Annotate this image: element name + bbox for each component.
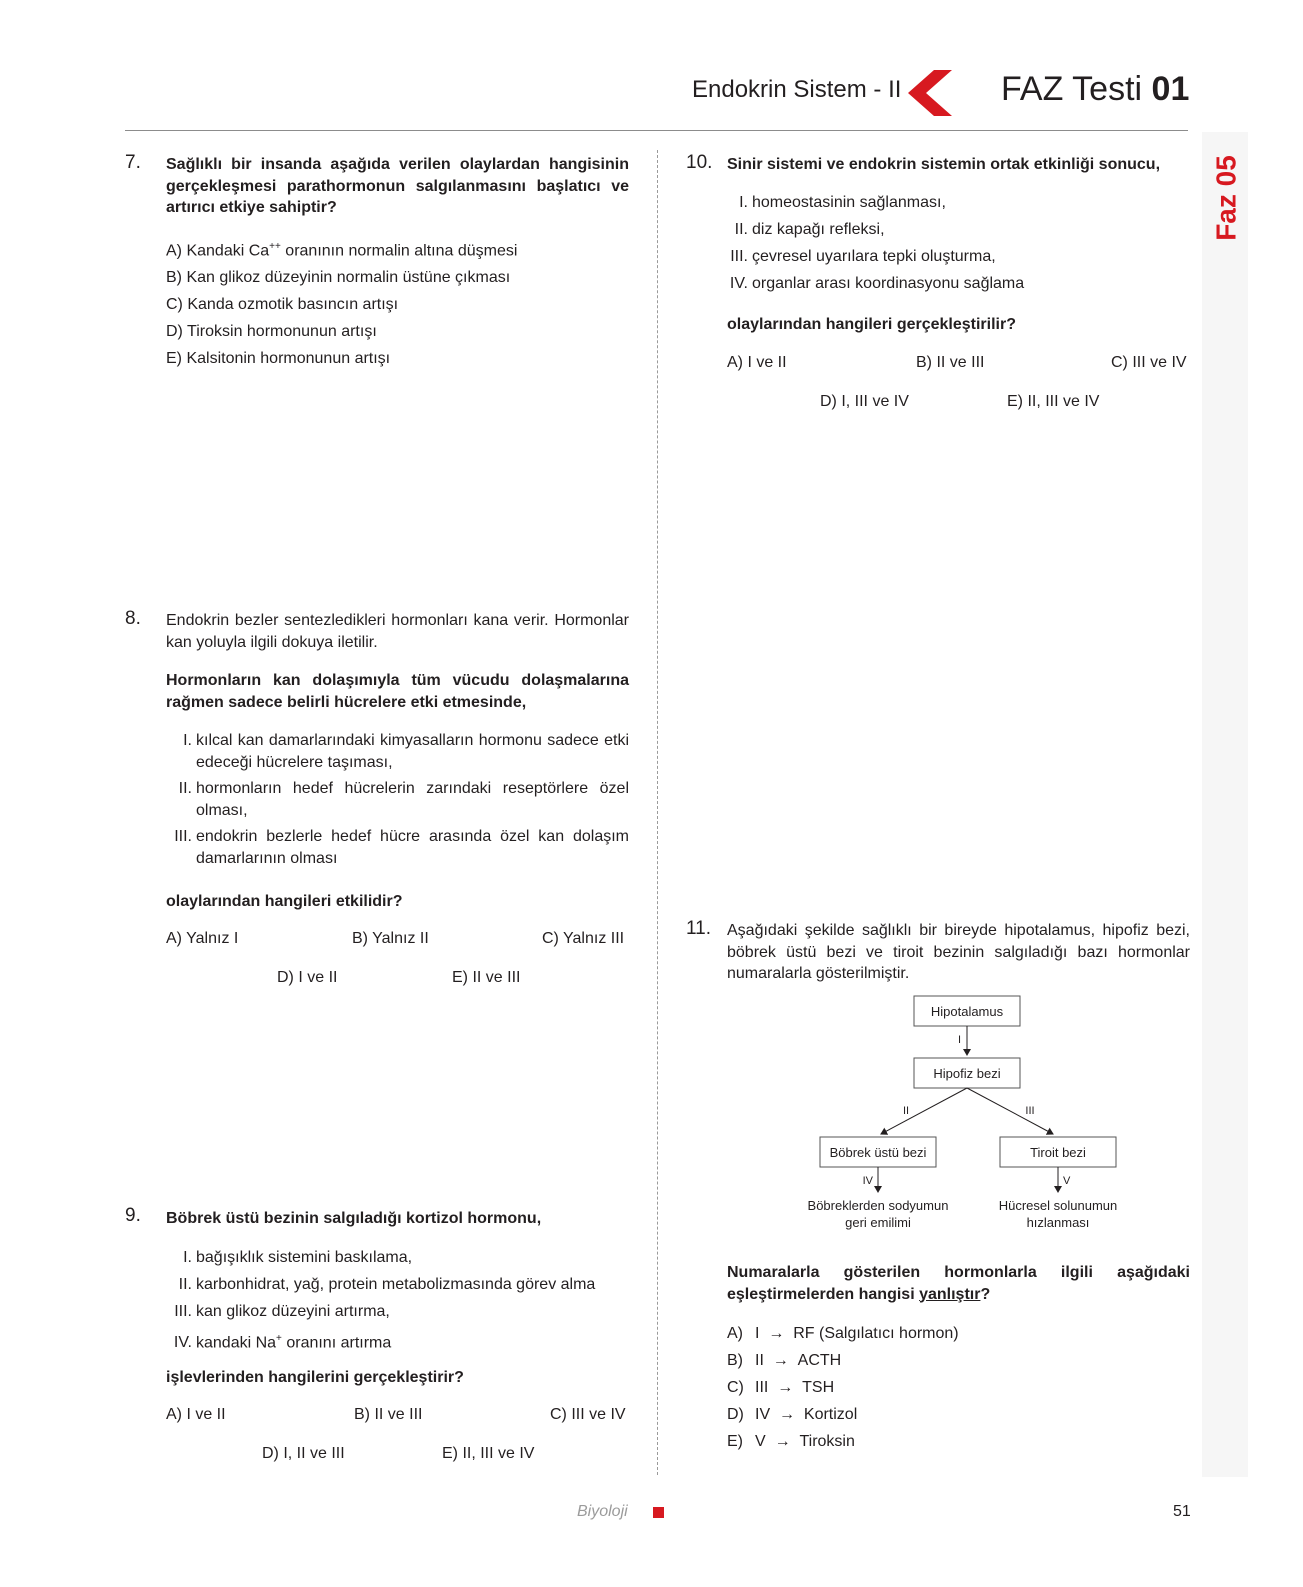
q9-option-d[interactable]: D) I, II ve III	[262, 1445, 345, 1462]
item-text: kan glikoz düzeyini artırma,	[196, 1303, 390, 1320]
hormone-diagram	[790, 992, 1130, 1242]
item-text: bağışıklık sistemini baskılama,	[196, 1249, 413, 1266]
roman-numeral: II.	[178, 1276, 192, 1293]
q8-item-1	[166, 730, 629, 773]
option-text: ACTH	[797, 1352, 842, 1369]
q7-option-d[interactable]	[166, 318, 636, 345]
q10-option-c[interactable]: C) III ve IV	[1111, 354, 1187, 371]
q8-question: olaylarından hangileri etkilidir?	[166, 893, 403, 910]
q7-option-e[interactable]	[166, 345, 636, 372]
option-text: Kanda ozmotik basıncın artışı	[187, 296, 399, 314]
item-text-rest: oranını artırma	[281, 1334, 392, 1352]
arrow-right-icon: →	[779, 1406, 796, 1423]
option-text: Kan glikoz düzeyinin normalin üstüne çıkması	[186, 269, 511, 287]
roman-numeral: III.	[174, 828, 192, 845]
roman-numeral: II.	[734, 221, 748, 238]
arrow-right-icon: →	[777, 1379, 794, 1396]
q8-option-b[interactable]: B) Yalnız II	[352, 930, 429, 947]
q7-option-a[interactable]	[166, 233, 636, 264]
option-letter: D)	[727, 1406, 744, 1423]
q10-option-e[interactable]: E) II, III ve IV	[1007, 393, 1100, 410]
item-superscript: +	[276, 1333, 282, 1344]
item-text: homeostasinin sağlanması,	[752, 194, 946, 211]
q11-question	[727, 1262, 1190, 1305]
effect-v-line2: hızlanması	[1026, 1215, 1090, 1230]
q8-option-c[interactable]: C) Yalnız III	[542, 930, 625, 947]
effect-v-line1: Hücresel solunumun	[998, 1198, 1118, 1213]
q10-option-b[interactable]: B) II ve III	[916, 354, 985, 371]
option-numeral: I	[755, 1325, 760, 1342]
option-letter: B)	[166, 269, 182, 287]
option-letter: C)	[727, 1379, 744, 1396]
item-text: organlar arası koordinasyonu sağlama	[752, 275, 1025, 292]
arrow-right-icon: →	[772, 1352, 789, 1369]
option-numeral: III	[755, 1379, 769, 1396]
option-superscript: ++	[269, 241, 281, 252]
option-text: RF (Salgılatıcı hormon)	[793, 1325, 959, 1342]
test-number: 01	[1151, 70, 1190, 108]
item-text: diz kapağı refleksi,	[752, 221, 885, 238]
option-text-rest: oranının normalin altına düşmesi	[280, 242, 518, 260]
header-divider	[125, 130, 1188, 131]
option-letter: D)	[166, 323, 183, 341]
option-letter: C)	[166, 296, 183, 314]
option-text: Kortizol	[803, 1406, 858, 1423]
q8-item-2	[166, 778, 629, 821]
q7-stem: Sağlıklı bir insanda aşağıda verilen olaylardan hangisinin gerçekleşmesi parathormonun salgılanmasını başlatıcı ve artırıcı etkiye sahiptir?	[166, 156, 629, 216]
effect-iv-line1: Böbreklerden sodyumun	[807, 1198, 949, 1213]
item-text: kandaki Na	[196, 1334, 277, 1352]
option-text: Kandaki Ca	[186, 242, 270, 260]
option-text: TSH	[802, 1379, 835, 1396]
q9-option-b[interactable]: B) II ve III	[354, 1406, 423, 1423]
q10-option-a[interactable]: A) I ve II	[727, 354, 787, 371]
topic-title: Endokrin Sistem - II	[692, 76, 902, 103]
q11-option-b[interactable]	[727, 1347, 1127, 1374]
q10-question: olaylarından hangileri gerçekleştirilir?	[727, 316, 1016, 333]
q9-item-1	[166, 1244, 636, 1271]
roman-numeral: I.	[183, 732, 192, 749]
label-ii: II	[902, 1105, 910, 1117]
roman-numeral: II.	[178, 780, 192, 797]
q8-option-a[interactable]: A) Yalnız I	[166, 930, 239, 947]
adrenal-label: Böbrek üstü bezi	[829, 1145, 927, 1160]
roman-numeral: IV.	[729, 275, 748, 292]
pituitary-label: Hipofiz bezi	[933, 1066, 1001, 1081]
test-heading	[1001, 70, 1189, 109]
label-i: I	[957, 1034, 961, 1046]
test-label: FAZ Testi	[1001, 70, 1143, 108]
q9-item-2	[166, 1271, 636, 1298]
side-tab-text: Faz 05	[1210, 155, 1242, 241]
q11-number: 11.	[686, 918, 712, 939]
q7-options	[166, 233, 636, 372]
q8-number: 8.	[125, 608, 141, 629]
q8-option-e[interactable]: E) II ve III	[452, 969, 521, 986]
chevron-left-icon	[908, 70, 952, 116]
q10-stem: Sinir sistemi ve endokrin sistemin ortak etkinliği sonucu,	[727, 156, 1161, 173]
q11-option-a[interactable]	[727, 1320, 1127, 1347]
q9-option-e[interactable]: E) II, III ve IV	[442, 1445, 535, 1462]
roman-numeral: III.	[174, 1303, 192, 1320]
q11-option-c[interactable]	[727, 1374, 1127, 1401]
q8-option-d[interactable]: D) I ve II	[277, 969, 338, 986]
q10-item-4	[722, 270, 1172, 297]
q11-options	[727, 1320, 1127, 1455]
q11-question-emphasis: yanlıştır	[919, 1285, 981, 1303]
column-divider	[657, 150, 658, 1475]
q10-number: 10.	[686, 152, 713, 173]
q7-option-b[interactable]	[166, 264, 636, 291]
roman-numeral: III.	[730, 248, 748, 265]
q10-items	[722, 189, 1172, 297]
label-v: V	[1063, 1175, 1071, 1187]
option-numeral: V	[755, 1433, 766, 1450]
roman-numeral: I.	[739, 194, 748, 211]
q7-number: 7.	[125, 152, 141, 173]
option-numeral: IV	[755, 1406, 771, 1423]
item-text: endokrin bezlerle hedef hücre arasında özel kan dolaşım damarlarının olması	[196, 828, 629, 867]
item-text: hormonların hedef hücrelerin zarındaki reseptörlere özel olması,	[196, 780, 629, 819]
option-text: Tiroksin hormonunun artışı	[187, 323, 377, 341]
option-numeral: II	[755, 1352, 764, 1369]
square-icon	[653, 1507, 664, 1518]
q11-option-e[interactable]	[727, 1428, 1127, 1455]
page-number: 51	[1173, 1503, 1191, 1520]
option-letter: E)	[166, 350, 182, 368]
q9-question: işlevlerinden hangilerini gerçekleştirir?	[166, 1369, 464, 1386]
option-text: Tiroksin	[799, 1433, 855, 1450]
option-text: Kalsitonin hormonunun artışı	[186, 350, 391, 368]
option-letter: A)	[727, 1325, 743, 1342]
q9-item-4	[166, 1325, 636, 1356]
label-iv: IV	[862, 1175, 873, 1187]
footer-subject: Biyoloji	[577, 1503, 628, 1520]
item-text: kılcal kan damarlarındaki kimyasalların hormonu sadece etki edeceği hücrelere taşıması,	[196, 732, 629, 771]
side-tab-label	[1204, 148, 1248, 248]
side-tab	[1202, 132, 1248, 1477]
label-iii: III	[1025, 1105, 1035, 1117]
q9-stem: Böbrek üstü bezinin salgıladığı kortizol hormonu,	[166, 1210, 542, 1227]
thyroid-label: Tiroit bezi	[1030, 1145, 1086, 1160]
q11-stem: Aşağıdaki şekilde sağlıklı bir bireyde hipotalamus, hipofiz bezi, böbrek üstü bezi ve tiroit bezinin salgıladığı bazı hormonlar numaralarla gösterilmiştir.	[727, 922, 1190, 982]
option-letter: B)	[727, 1352, 743, 1369]
option-letter: E)	[727, 1433, 743, 1450]
arrow-right-icon: →	[774, 1433, 791, 1450]
q8-item-3	[166, 826, 629, 869]
q8-stem: Hormonların kan dolaşımıyla tüm vücudu dolaşmalarına rağmen sadece belirli hücrelere etki etmesinde,	[166, 672, 629, 711]
q10-item-2	[722, 216, 1172, 243]
effect-iv-line2: geri emilimi	[845, 1215, 911, 1230]
item-text: çevresel uyarılara tepki oluşturma,	[752, 248, 996, 265]
q9-items	[166, 1244, 636, 1356]
hypothalamus-label: Hipotalamus	[930, 1004, 1004, 1019]
q11-option-d[interactable]	[727, 1401, 1127, 1428]
roman-numeral: I.	[183, 1249, 192, 1266]
q7-option-c[interactable]	[166, 291, 636, 318]
q8-items	[166, 730, 629, 869]
arrow-ii	[881, 1088, 967, 1134]
roman-numeral: IV.	[173, 1334, 192, 1352]
item-text: karbonhidrat, yağ, protein metabolizmasında görev alma	[196, 1276, 596, 1293]
q9-option-c[interactable]: C) III ve IV	[550, 1406, 626, 1423]
q11-question-text: Numaralarla gösterilen hormonlarla ilgili aşağıdaki eşleştirmelerden hangisi	[727, 1264, 1190, 1303]
q8-intro: Endokrin bezler sentezledikleri hormonları kana verir. Hormonlar kan yoluyla ilgili dokuya iletilir.	[166, 612, 629, 651]
q11-question-mark: ?	[980, 1285, 991, 1303]
q10-option-d[interactable]: D) I, III ve IV	[820, 393, 909, 410]
q10-item-3	[722, 243, 1172, 270]
q9-option-a[interactable]: A) I ve II	[166, 1406, 226, 1423]
arrow-iii	[967, 1088, 1053, 1134]
arrow-right-icon: →	[768, 1325, 785, 1342]
q9-item-3	[166, 1298, 636, 1325]
option-letter: A)	[166, 242, 182, 260]
q9-number: 9.	[125, 1205, 141, 1226]
q10-item-1	[722, 189, 1172, 216]
